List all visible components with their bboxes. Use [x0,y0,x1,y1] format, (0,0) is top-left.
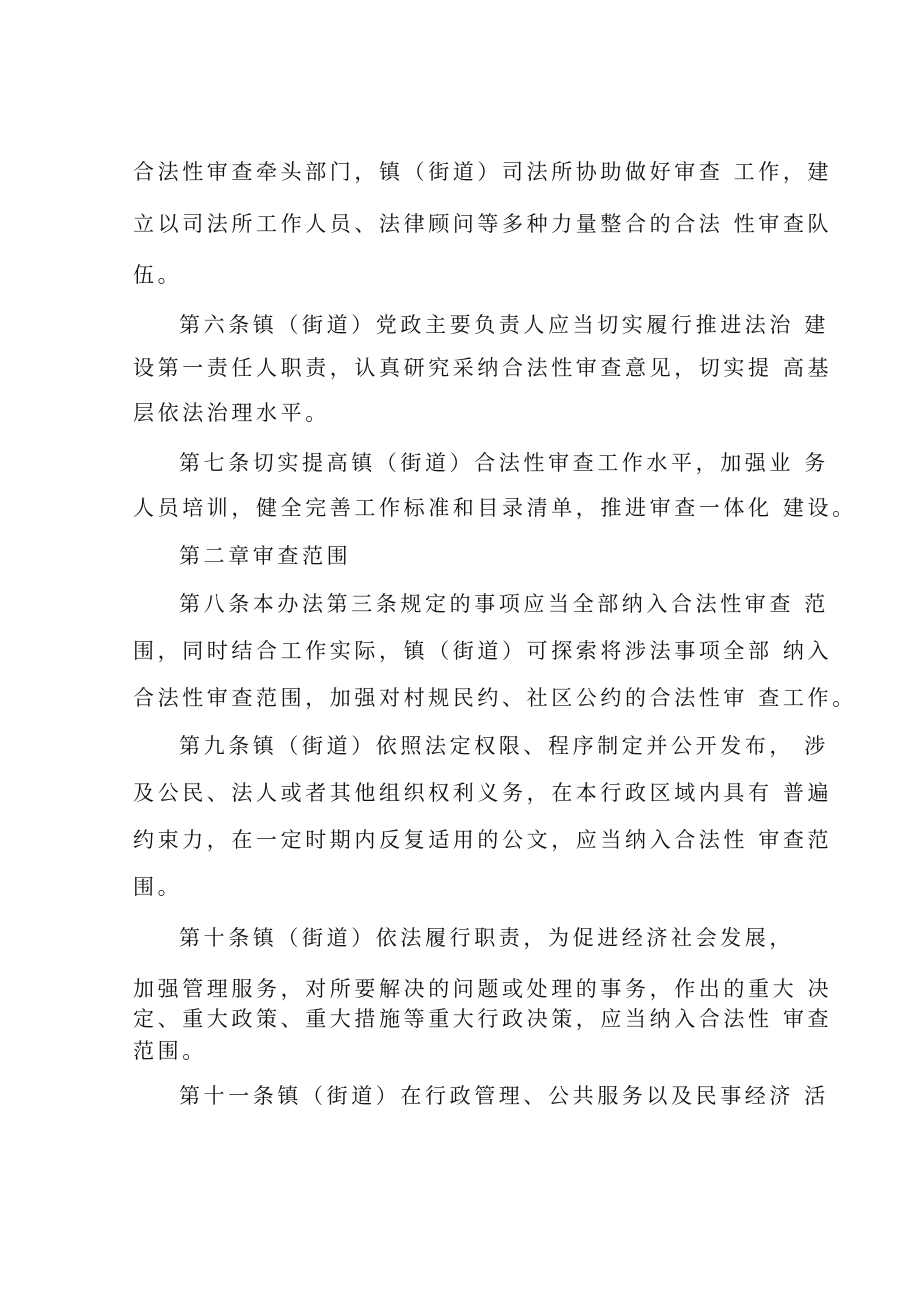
text-line: 人员培训，健全完善工作标准和目录清单，推进审查一体化 建设。 [133,496,857,520]
text-line: 伍。 [133,263,183,287]
text-line: 范围。 [133,1039,207,1063]
text-line: 围，同时结合工作实际，镇（街道）可探索将涉法事项全部 纳入 [133,639,833,663]
text-line: 及公民、法人或者其他组织权利义务，在本行政区域内具有 普遍 [133,781,833,805]
text-line: 合法性审查范围，加强对村规民约、社区公约的合法性审 查工作。 [133,686,857,710]
text-line: 层依法治理水平。 [133,401,330,425]
text-line: 第七条切实提高镇（街道）合法性审查工作水平，加强业 务 [179,451,829,475]
text-line: 约束力，在一定时期内反复适用的公文，应当纳入合法性 审查范 [133,828,833,852]
text-line: 第十一条镇（街道）在行政管理、公共服务以及民事经济 活 [179,1084,829,1108]
text-line: 第十条镇（街道）依法履行职责，为促进经济社会发展， [179,926,794,950]
text-line: 第九条镇（街道）依照法定权限、程序制定并公开发布， 涉 [179,734,829,758]
text-line: 第八条本办法第三条规定的事项应当全部纳入合法性审查 范 [179,592,829,616]
chapter-heading: 第二章审查范围 [179,544,352,568]
text-line: 设第一责任人职责，认真研究采纳合法性审查意见，切实提 高基 [133,356,833,380]
text-line: 立以司法所工作人员、法律顾问等多种力量整合的合法 性审查队 [133,212,833,236]
text-line: 定、重大政策、重大措施等重大行政决策，应当纳入合法性 审查 [133,1007,833,1031]
text-line: 第六条镇（街道）党政主要负责人应当切实履行推进法治 建 [179,313,829,337]
text-line: 合法性审查牵头部门，镇（街道）司法所协助做好审查 工作，建 [133,160,833,184]
text-line: 围。 [133,875,183,899]
text-line: 加强管理服务，对所要解决的问题或处理的事务，作出的重大 决 [133,977,833,1001]
